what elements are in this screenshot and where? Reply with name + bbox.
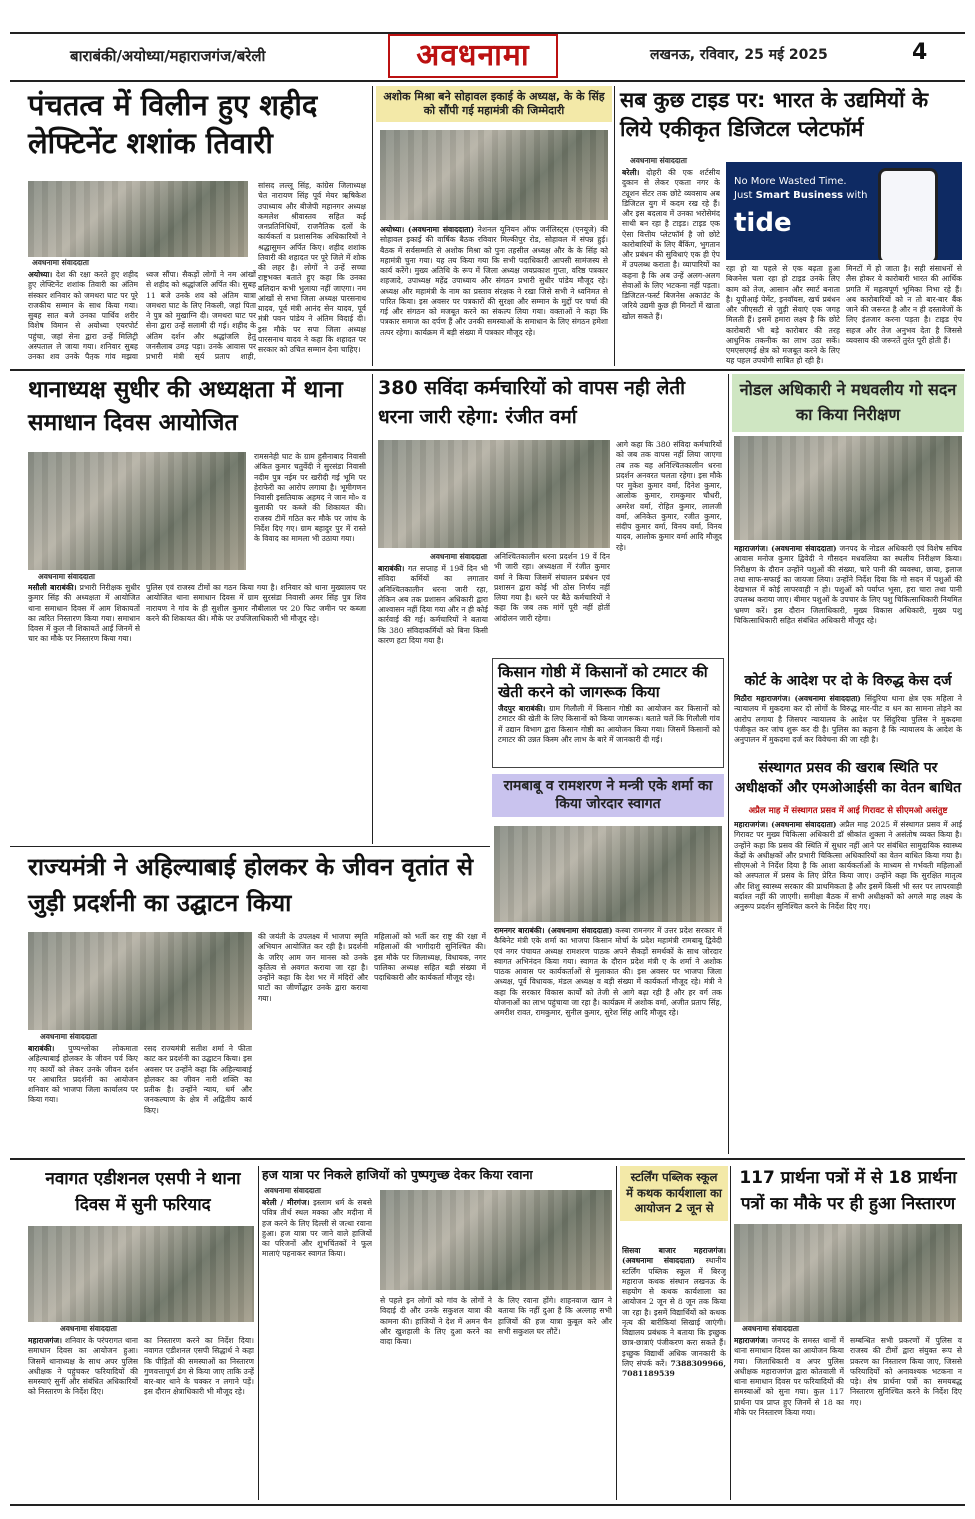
headline-navagat: नवागत एडीशनल एसपी ने थाना दिवस में सुनी फरियाद <box>45 1169 241 1216</box>
tide-ad-line2c: with <box>843 190 868 201</box>
tide-col1-text: दोहरी की एक शर्टसीय दुकान से लेकर एकता नगर के ट्यूशन सेंटर तक छोटे व्यवसाय अब डिजिटल युग में कदम रख रहे हैं। और इस बदलाव में उनका भरोसेमंद साथी बन रहा है टाइड। टाइड एक ऐसा वित्तीय प्लेटफॉर्म है जो छोटे कारोबारियों के लिए बैंकिंग, भुगतान और प्रबंधन की सुविधाएं एक ही ऐप में उपलब्ध कराता है। व्यापारियों का कहना है कि अब उन्हें अलग-अलग सेवाओं के लिए भटकना नहीं पड़ता। डिजिटल-फर्स्ट बिजनेस अकाउंट के जरिये उद्यमी कुछ ही मिनटों में खाता खोल सकते हैं। <box>622 168 720 321</box>
thana-lead: मसौली बाराबंकी। <box>28 583 77 592</box>
col-divider-4 <box>728 374 729 1154</box>
court-text: सिंदुरिया थाना क्षेत्र एक महिला ने न्यायालय में मुकदमा कर दो लोगों के विरुद्ध मार-पीट व धन का सामना तोड़ने का आरोप लगाया है जिसपर न्यायालय के आदेश पर सिंदुरिया पुलिस ने मुकदमा पंजीकृत कर जांच शुरू कर दी है। पुलिस का कहना है कि न्यायालय के आदेश के अनुपालन में मुकदमा दर्ज कर विवेचना की जा रही है। <box>734 694 962 744</box>
tide-col2: रहा हो या पहले से एक बढ़ता हुआ बिजनेस चला रहा हो टाइड उनके लिए काम को तेज, आसान और स्मार्ट बनाता है। यूपीआई पेमेंट, इनवॉयस, खर्च प्रबंधन और जीएसटी से जुड़ी सेवाएं एक जगह मिलती हैं। इसमें हमारा लक्ष्य है कि छोटे कारोबारी भी बड़े कारोबार की तरह आधुनिक तकनीक का लाभ उठा सकें। एमएसएमई क्षेत्र को मजबूत करने के लिए यह पहल उपयोगी साबित हो रही है। <box>726 264 840 366</box>
credit-navagat: अवधनामा संवाददाता <box>60 1324 117 1333</box>
court-lead: मिठौरा महाराजगंज। (अवधनामा संवाददाता) <box>734 694 861 703</box>
tide-logo: tide <box>734 208 792 238</box>
thana-col2: रामसनेही घाट के ग्राम हुसैनाबाद निवासी अंकित कुमार चतुर्वेदी ने सुरसंडा निवासी नदीम पुत्र नईम पर खरीदी गई भूमि पर हेराफेरी का आरोप लगाया है। भूमीगणन निवासी इसतियाक अहमद ने जान मो० व बुलाकी पर कब्जे की शिकायत की। राजस्व टीमें गठित कर मौके पर जांच के निर्देश दिए गए। ग्राम बहादुर पुर में रास्ते के विवाद का मामला भी उठाया गया। <box>254 452 366 543</box>
thana-col3: पुलिस एवं राजस्व टीमों का गठन किया गया है। शनिवार को थाना मुख्यालय पर आयोजित थाना समाधान दिवस में ग्राम सुरसंडा निवासी अमर सिंह पुत्र शिव नारायण ने गांव के ही सुशील कुमार नौबीलाल पर 20 फिट जमीन पर कब्जा करने की शिकायत की। मौके पर उपजिलाधिकारी भी मौजूद रहे। <box>146 583 366 623</box>
credit-117: अवधनामा संवाददाता <box>742 1324 799 1333</box>
380-col1-text: गत सप्ताह में 19वें दिन भी संविदा कर्मियों का लगातार अनिश्चितकालीन धरना जारी रहा, लेकिन अब तक प्रशासन अधिकारी द्वारा आश्वासन नहीं दिया गया और न ही कोई कार्रवाई की गई। कर्मचारियों ने बताया कि 380 संविदाकर्मियों को बिना किसी कारण हटा दिया गया है। <box>378 564 488 645</box>
credit-tide: अवधनामा संवाददाता <box>630 156 687 165</box>
kisan-text: ग्राम गिलौली में किसान गोष्ठी का आयोजन कर किसानों को टमाटर की खेती के लिए किसानों को किया जागरूक। बताते चलें कि गिलौली गांव में उद्यान विभाग द्वारा किसान गोष्ठी का आयोजन किया गया। जिसमें किसानों को टमाटर की उन्नत किस्म और लाभ के बारे में जानकारी दी गई। <box>498 704 720 744</box>
col-divider-1 <box>372 86 373 366</box>
haj-col1-text: इस्लाम धर्म के सबसे पवित्र तीर्थ स्थल मक्का और मदीना में हज करने के लिए दिल्ली से जत्था रवाना हुआ। हज यात्रा पर जाने वाले हाजियों का परिजनों और शुभचिंतकों ने फूल मालाएं पहनाकर स्वागत किया। <box>262 1198 372 1259</box>
body-ramababu <box>494 926 722 1154</box>
col-divider-7 <box>730 1166 731 1500</box>
navagat-col1-text: शनिवार के परंपरागत थाना समाधान दिवस का आयोजन हुआ। जिसमें थानाध्यक्ष के साथ अपर पुलिस अधीक्षक ने पहुंचकर फरियादियों की समस्याएं सुनीं और संबंधित अधिकारियों को निस्तारण के निर्देश दिए। <box>28 1336 138 1397</box>
kisan-lead: जैदपुर बाराबंकी। <box>498 704 546 713</box>
martyr-lead: अयोध्या। <box>28 270 53 279</box>
haj-col2: से पहले इन लोगों को गांव के लोगों ने विदाई दी और उनके सकुशल यात्रा की कामना की। हाजियों ने देश में अमन चैन और खुशहाली के लिए दुआ करने का वादा किया। <box>380 1296 492 1346</box>
tide-col3: मिनटों में हो जाता है। सही संसाधनों से लैस होकर ये कारोबारी भारत की आर्थिक प्रगति में महत्वपूर्ण भूमिका निभा रहे हैं। अब कारोबारियों को न तो बार-बार बैंक जाने की जरूरत है और न ही दस्तावेजों के लिए इंतजार करना पड़ता है। टाइड ऐप सहज और तेज अनुभव देता है जिससे व्यवसाय की जरूरतें तुरंत पूरी होती हैं। <box>846 264 962 345</box>
headline-thana: थानाध्यक्ष सुधीर की अध्यक्षता में थाना समाधान दिवस आयोजित <box>28 377 343 437</box>
body-sterling <box>622 1246 726 1500</box>
117-lead: महाराजगंज। <box>734 1336 769 1345</box>
ashok-text: नेशनल यूनियन ऑफ जर्नलिस्ट्स (एनयूजे) की सोहावल इकाई की वार्षिक बैठक रविवार मिल्कीपुर रोड, सोहावल में संपन्न हुई। बैठक में सर्वसम्मति से अशोक मिश्रा को पुनः तहसील अध्यक्ष और के के सिंह को महामंत्री चुना गया। यह तय किया गया कि सभी पदाधिकारी आपसी सामंजस्य से कार्य करेंगे। मुख्य अतिथि के रूप में जिला अध्यक्ष जयप्रकाश गुप्ता, वरिष्ठ पत्रकार शहजादे, उपाध्यक्ष महेंद्र उपाध्याय और संगठन प्रभारी सुधीर पांडेय मौजूद रहे। अध्यक्ष और महामंत्री के नाम का प्रस्ताव संरक्षक ने रखा जिसे सभी ने ध्वनिमत से पारित किया। इस अवसर पर पत्रकारों की सुरक्षा और सम्मान के मुद्दों पर चर्चा की गई और संगठन को मजबूत करने का संकल्प लिया गया। वक्ताओं ने कहा कि पत्रकार समाज का दर्पण हैं और उनकी समस्याओं के समाधान के लिए संगठन हमेशा तत्पर रहेगा। कार्यक्रम में बड़ी संख्या में पत्रकार मौजूद रहे। <box>380 225 608 337</box>
sterling-lead: सिसवा बाजार महराजगंज। (अवधनामा संवाददाता) <box>622 1246 726 1266</box>
ramababu-text: कस्बा रामनगर में उत्तर प्रदेश सरकार में कैबिनेट मंत्री एके शर्मा का भाजपा किसान मोर्चा के प्रदेश महामंत्री रामबाबू द्विवेदी एवं नगर पंचायत अध्यक्ष रामशरण पाठक अपने सैकड़ों समर्थकों के साथ जोरदार स्वागत अभिनंदन किया गया। स्वागत के दौरान प्रदेश मंत्री ए के शर्मा ने अशोक पाठक आवास पर कार्यकर्ताओं से मुलाकात की। इस अवसर पर भाजपा जिला अध्यक्ष, पूर्व विधायक, मंडल अध्यक्ष व बड़ी संख्या में कार्यकर्ता मौजूद रहे। मंत्री ने कहा कि सरकार विकास कार्यों को तेजी से आगे बढ़ा रही है और हर वर्ग तक योजनाओं का लाभ पहुंचाया जा रहा है। कार्यक्रम में अशोक वर्मा, अजीत प्रताप सिंह, अमरीश रावत, रामकुमार, सुनील कुमार, सुरेश सिंह आदि मौजूद रहे। <box>494 926 722 1017</box>
headline-117: 117 प्रार्थना पत्रों में से 18 प्रार्थना पत्रों का मौके पर ही हुआ निस्तारण <box>739 1168 957 1214</box>
117-col1 <box>734 1336 844 1500</box>
photo-117 <box>734 1224 962 1322</box>
380-col1 <box>378 564 488 684</box>
col-divider-5 <box>258 1166 259 1500</box>
credit-380: अवधनामा संवाददाता <box>430 552 487 561</box>
martyr-col1 <box>28 270 138 360</box>
thana-col1-text: प्रभारी निरीक्षक सुधीर कुमार सिंह की अध्यक्षता में आयोजित थाना समाधान दिवस में आम शिकायतों का त्वरित निस्तारण किया गया। समाधान दिवस में कुल नौ शिकायतें आईं जिनमें से चार का मौके पर निस्तारण किया गया। <box>28 583 140 644</box>
brand-name: अवधनामा <box>416 38 530 73</box>
photo-ahilya <box>28 932 252 1030</box>
body-prasav <box>734 820 962 1154</box>
380-col3: आगे कहा कि 380 संविदा कर्मचारियों को जब तक वापस नहीं लिया जाएगा तब तक यह अनिश्चितकालीन धरना प्रदर्शन अनवरत चलता रहेगा। इस मौके पर मुकेश कुमार वर्मा, दिनेश कुमार, आलोक कुमार, रामकुमार चौधरी, अमरेश वर्मा, रोहित कुमार, लालजी वर्मा, अनिकेत कुमार, रजीत कुमार, संदीप कुमार वर्मा, विनय वर्मा, विनय यादव, आलोक कुमार वर्मा आदि मौजूद रहे। <box>616 440 722 552</box>
photo-navagat <box>28 1226 254 1322</box>
editions-line: बाराबंकी/अयोध्या/महाराजगंज/बरेली <box>70 47 266 65</box>
credit-martyr: अवधनामा संवाददाता <box>32 258 89 267</box>
photo-thana <box>28 452 246 570</box>
body-court <box>734 694 962 754</box>
photo-martyr-1 <box>28 181 248 257</box>
col-divider-6 <box>616 1166 617 1500</box>
bottom-rule <box>10 1504 965 1506</box>
ramababu-lead: रामनगर बाराबंकी। (अवधनामा संवाददाता) <box>494 926 613 935</box>
credit-thana: अवधनामा संवाददाता <box>38 572 95 581</box>
380-col2: अनिश्चितकालीन धरना प्रदर्शन 19 वें दिन भी जारी रहा। अध्यक्षता में रंजीत कुमार वर्मा ने किया जिसमें संचालन प्रबंधन एवं प्रशासन द्वारा कोई भी ठोस निर्णय नहीं लिया गया है। धरने पर बैठे कर्मचारियों ने कहा कि जब तक मांगें पूरी नहीं होतीं आंदोलन जारी रहेगा। <box>494 552 610 623</box>
tide-ad-line2a: Just <box>734 190 756 201</box>
navagat-lead: महाराजगंज। <box>28 1336 63 1345</box>
body-nodal <box>734 544 962 668</box>
headline-nodal: नोडल अधिकारी ने मधवलीय गो सदन का किया निरीक्षण <box>732 374 964 432</box>
headline-haj: हज यात्रा पर निकले हाजियों को पुष्पगुच्छ देकर किया रवाना <box>262 1167 533 1182</box>
martyr-col1-text: देश की रक्षा करते हुए शहीद हुए लेफ्टिनेंट शशांक तिवारी का अंतिम संस्कार शनिवार को जमथरा घाट पर पूरे राजकीय सम्मान के साथ किया गया। सुबह सात बजे उनका पार्थिव शरीर विशेष विमान से अयोध्या एयरपोर्ट पहुंचा, जहां सेना द्वारा उन्हें मिलिट्री अस्पताल ले जाया गया। शनिवार सुबह उनका शव उनके पैतृक गांव मझवा <box>28 270 138 360</box>
headline-martyr: पंचतत्व में विलीन हुए शहीद लेफ्टिनेंट शशांक तिवारी <box>28 88 318 161</box>
headline-prasav: संस्थागत प्रसव की खराब स्थिति पर अधीक्षकों और एमओआईसी का वेतन बाधित <box>734 760 962 797</box>
ashok-lead: अयोध्या। (अवधनामा संवाददाता) <box>380 225 475 234</box>
tide-ad <box>726 162 962 260</box>
photo-ashok <box>380 130 608 220</box>
headline-sterling: स्टर्लिंग पब्लिक स्कूल में कथक कार्यशाला का आयोजन 2 जून से <box>620 1166 728 1221</box>
martyr-col2: ध्वज सौंपा। सैकड़ों लोगों ने नम आंखों से शहीद को श्रद्धांजलि अर्पित की। सुबह 11 बजे उनके शव को अंतिम यात्रा जमथरा घाट के लिए निकली, जहां पिता ने पुत्र को मुखाग्नि दी। जमथरा घाट पर सेना द्वारा उन्हें सलामी दी गई। शहीद के अंतिम दर्शन और श्रद्धांजलि हेतु जनसैलाब उमड़ पड़ा। उनके आवास पर प्रभारी मंत्री सूर्य प्रताप शाही, <box>146 270 256 360</box>
tide-col1 <box>622 168 720 366</box>
body-kisan <box>498 704 720 764</box>
ahilya-col3: की जयंती के उपलक्ष्य में भाजपा स्मृति अभियान आयोजित कर रही है। प्रदर्शनी के जरिए आम जन मानस को उनके कृतित्व से अवगत कराया जा रहा है। उन्होंने कहा कि देश भर में मंदिरों और घाटों का जीर्णोद्धार उनके द्वारा कराया गया। <box>258 932 368 1003</box>
haj-col3: के लिए रवाना होंगे। शाहनवाज खान ने बताया कि नहीं दुआ है कि अल्लाह सभी हाजियों की हज यात्रा कुबूल करे और सभी सकुशल घर लौटें। <box>498 1296 612 1336</box>
thana-col1 <box>28 583 140 833</box>
prasav-lead: महाराजगंज। (अवधनामा संवाददाता) <box>734 820 837 829</box>
headline-ahilya: राज्यमंत्री ने अहिल्याबाई होलकर के जीवन वृतांत से जुड़ी प्रदर्शनी का उद्घाटन किया <box>28 853 474 917</box>
navagat-col2: का निस्तारण करने का निर्देश दिया। नवागत एडीशनल एसपी सिद्धार्थ ने कहा कि पीड़ितों की समस्याओं का निस्तारण गुणवत्तापूर्ण ढंग से किया जाए ताकि उन्हें बार-बार थाने के चक्कर न लगाने पड़ें। इस दौरान क्षेत्राधिकारी भी मौजूद रहे। <box>144 1336 254 1397</box>
photo-haj <box>380 1190 612 1290</box>
photo-nodal <box>734 436 962 540</box>
ahilya-col1-text: पुण्यश्लोका लोकमाता अहिल्याबाई होलकर के जीवन पर्व किए गए कार्यों को लेकर उनके जीवन दर्शन पर आधारित प्रदर्शनी का आयोजन शनिवार को भाजपा जिला कार्यालय पर किया गया। <box>28 1044 138 1105</box>
haj-lead: बरेली / मीरगंज। <box>262 1198 310 1207</box>
credit-ahilya: अवधनामा संवाददाता <box>40 1032 97 1041</box>
sterling-text: स्थानीय स्टर्लिंग पब्लिक स्कूल में बिरजू महाराज कथक संस्थान लखनऊ के सहयोग से कथक कार्यशाला का आयोजन 2 जून से 8 जून तक किया जा रहा है। इसमें विद्यार्थियों को कथक नृत्य की बारीकियां सिखाई जाएंगी। विद्यालय प्रबंधक ने बताया कि इच्छुक छात्र-छात्राएं पंजीकरण करा सकते हैं। इच्छुक विद्यार्थी अधिक जानकारी के लिए संपर्क करें। <box>622 1256 726 1368</box>
row-rule-3 <box>10 1158 965 1160</box>
tide-ad-line1: No More Wasted Time. <box>734 176 847 187</box>
page-number: 4 <box>912 40 928 65</box>
nodal-text: जनपद के नोडल अधिकारी एवं विशेष सचिव आवास मनोज कुमार द्विवेदी ने गौसदन मधवलिया का स्थलीय निरीक्षण किया। निरीक्षण के दौरान उन्होंने पशुओं की संख्या, चारे पानी की व्यवस्था, छाया, इलाज तथा साफ-सफाई का जायजा लिया। उन्होंने निर्देश दिया कि गो सदन में पशुओं की देखभाल में कोई लापरवाही न हो। पशुओं को पर्याप्त भूसा, हरा चारा तथा पानी उपलब्ध कराया जाए। बीमार पशुओं के उपचार के लिए पशु चिकित्साधिकारी नियमित भ्रमण करें। इस दौरान जिलाधिकारी, मुख्य विकास अधिकारी, मुख्य पशु चिकित्साधिकारी सहित संबंधित अधिकारी मौजूद रहे। <box>734 544 962 625</box>
phone-mockup-icon <box>878 168 938 260</box>
photo-380 <box>378 440 610 548</box>
sterling-contact: 7388309966, 7081189539 <box>622 1358 726 1378</box>
ahilya-col1 <box>28 1044 138 1154</box>
headline-ashok: अशोक मिश्रा बने सोहावल इकाई के अध्यक्ष, के के सिंह को सौंपी गई महामंत्री की जिम्मेदारी <box>376 86 612 122</box>
martyr-col3: सांसद लल्लू सिंह, कांग्रेस जिलाध्यक्ष चेत नारायण सिंह पूर्व मेयर ऋषिकेश उपाध्याय और बीजेपी महानगर अध्यक्ष कमलेश श्रीवास्तव सहित कई जनप्रतिनिधियों, राजनैतिक दलों के कार्यकर्ता व प्रशासनिक अधिकारियों ने श्रद्धासुमन अर्पित किए। शहीद शशांक तिवारी की शहादत पर पूरे जिले में शोक की लहर है। लोगों ने उन्हें सच्चा राष्ट्रभक्त बताते हुए कहा कि उनका बलिदान कभी भुलाया नहीं जाएगा। नम आंखों से सभा जिला अध्यक्ष पारसनाथ यादव, पूर्व मंत्री आनंद सेन यादव, पूर्व मंत्री पवन पांडेय ने अंतिम विदाई दी। इस मौके पर सपा जिला अध्यक्ष पारसनाथ यादव ने कहा कि शहादत पर सरकार को उचित सम्मान देना चाहिए। <box>258 181 366 354</box>
body-ashok <box>380 225 608 365</box>
prasav-text: अप्रैल माह 2025 में संस्थागत प्रसव में आई गिरावट पर मुख्य चिकित्सा अधिकारी डॉ श्रीकांत शुक्ला ने असंतोष व्यक्त किया है। उन्होंने कहा कि प्रसव की स्थिति में सुधार नहीं आने पर संबंधित सामुदायिक स्वास्थ्य केंद्रों के अधीक्षकों और प्रभारी चिकित्सा अधिकारियों का वेतन बाधित किया गया है। सीएमओ ने निर्देश दिया है कि आशा कार्यकर्ताओं के माध्यम से गर्भवती महिलाओं को अस्पताल में प्रसव के लिए प्रेरित किया जाए। उन्होंने कहा कि सुरक्षित मातृत्व और शिशु स्वास्थ्य सरकार की प्राथमिकता है और इसमें किसी भी स्तर पर लापरवाही बर्दाश्त नहीं की जाएगी। समीक्षा बैठक में सभी अधीक्षकों को अगले माह लक्ष्य के अनुरूप प्रदर्शन सुनिश्चित करने के निर्देश दिए गए। <box>734 820 962 911</box>
ahilya-col2: रसद राज्यमंत्री सतीश शर्मा ने फीता काट कर प्रदर्शनी का उद्घाटन किया। इस अवसर पर उन्होंने कहा कि अहिल्याबाई होलकर का जीवन नारी शक्ति का प्रतीक है। उन्होंने न्याय, धर्म और जनकल्याण के क्षेत्र में अद्वितीय कार्य किए। <box>144 1044 252 1115</box>
ahilya-col4: महिलाओं को भर्ती कर राष्ट्र की रक्षा में महिलाओं की भागीदारी सुनिश्चित की। इस मौके पर जिलाध्यक्ष, विधायक, नगर पालिका अध्यक्ष सहित बड़ी संख्या में पदाधिकारी और कार्यकर्ता मौजूद रहे। <box>374 932 486 982</box>
headline-tide: सब कुछ टाइड पर: भारत के उद्यमियों के लिये एकीकृत डिजिटल प्लेटफॉर्म <box>620 88 929 142</box>
117-col2: सम्बन्धित सभी प्रकरणों में पुलिस व राजस्व की टीमों द्वारा संयुक्त रूप से प्रकरण का निस्तारण किया जाए, जिससे फरियादियों को अनावश्यक भटकना न पड़े। शेष प्रार्थना पत्रों का समयबद्ध निस्तारण सुनिश्चित करने के निर्देश दिए गए। <box>850 1336 962 1407</box>
headline-ramababu: रामबाबू व रामशरण ने मन्त्री एके शर्मा का किया जोरदार स्वागत <box>492 774 724 817</box>
haj-col1 <box>262 1198 372 1500</box>
col-divider-3 <box>372 374 373 844</box>
brand-logo <box>388 34 558 78</box>
tide-lead: बरेली। <box>622 168 640 177</box>
headline-court: कोर्ट के आदेश पर दो के विरुद्ध केस दर्ज <box>744 673 952 689</box>
headline-380: 380 सविंदा कर्मचारियों को वापस नही लेती धरना जारी रहेगा: रंजीत वर्मा <box>378 377 686 428</box>
navagat-col1 <box>28 1336 138 1500</box>
tide-ad-line2 <box>734 190 868 201</box>
117-col1-text: जनपद के समस्त थानों में थाना समाधान दिवस का आयोजन किया गया। जिलाधिकारी व अपर पुलिस अधीक्षक महाराजगंज द्वारा कोतवाली में थाना समाधान दिवस पर फरियादियों की समस्याओं को सुना गया। कुल 117 प्रार्थना पत्र प्राप्त हुए जिनमें से 18 का मौके पर निस्तारण किया गया। <box>734 1336 844 1417</box>
issue-date: लखनऊ, रविवार, 25 मई 2025 <box>650 47 828 63</box>
row-rule-2 <box>10 846 490 847</box>
nodal-lead: महाराजगंज। (अवधनामा संवाददाता) <box>734 544 837 553</box>
headline-kisan: किसान गोष्ठी में किसानों को टमाटर की खेती करने को जागरूक किया <box>498 663 708 702</box>
credit-haj: अवधनामा संवाददाता <box>264 1186 321 1195</box>
photo-ramababu <box>494 826 722 922</box>
tide-ad-line2b: Smart Business <box>755 190 844 201</box>
subhead-prasav: अप्रैल माह में संस्थागत प्रसव में आई गिरावट से सीएमओ असंतुष्ट <box>748 806 948 816</box>
ahilya-lead: बाराबंकी। <box>28 1044 55 1053</box>
380-lead: बाराबंकी। <box>378 564 405 573</box>
col-divider-2 <box>614 86 615 366</box>
masthead-rule <box>10 80 965 82</box>
row-rule-1 <box>10 369 965 371</box>
